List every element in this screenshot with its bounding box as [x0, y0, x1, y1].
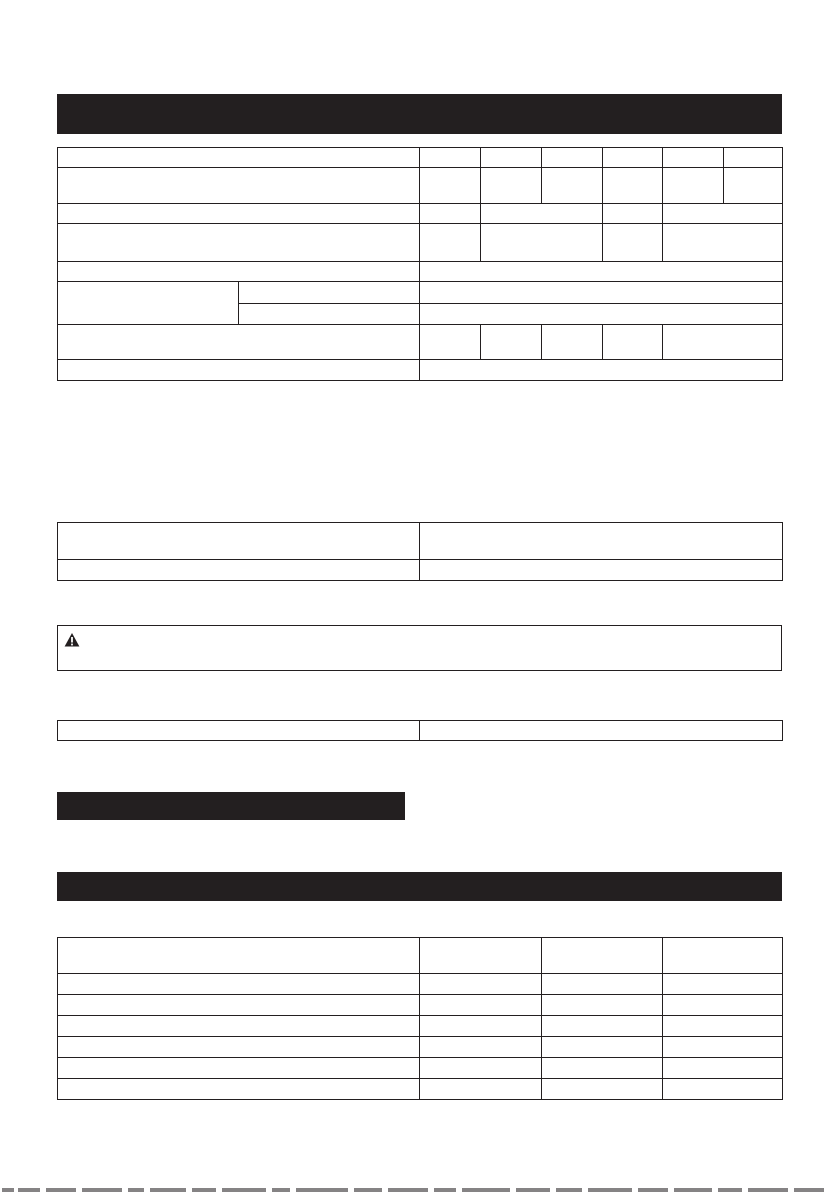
info-table-1-row-1 [58, 523, 783, 560]
spec-row-4 [58, 224, 783, 262]
spec-row-5 [58, 262, 783, 282]
spec-row-3 [58, 204, 783, 224]
subheading-bar [57, 792, 405, 820]
section-header-bar [57, 872, 782, 901]
bottom-table [57, 937, 783, 1100]
info-table-1 [57, 522, 783, 581]
specifications-header-bar [57, 94, 782, 134]
spec-row-8 [58, 360, 783, 381]
info-table-2 [57, 720, 783, 741]
specifications-table [57, 147, 783, 381]
spec-row-2 [58, 168, 783, 204]
bottom-table-row [58, 974, 783, 995]
warning-box [57, 625, 782, 671]
bottom-table-row [58, 1079, 783, 1100]
bottom-table-row [58, 1016, 783, 1037]
bottom-table-row [58, 995, 783, 1016]
info-table-2-row [58, 721, 783, 741]
spec-row-6a [58, 282, 783, 304]
spec-row-model [58, 148, 783, 168]
spec-row-7 [58, 325, 783, 360]
bottom-table-row [58, 1037, 783, 1058]
bottom-table-header-row [58, 938, 783, 974]
info-table-1-row-2 [58, 560, 783, 581]
bottom-table-row [58, 1058, 783, 1079]
warning-triangle-icon [64, 632, 80, 648]
cropped-text-line [0, 1187, 840, 1192]
